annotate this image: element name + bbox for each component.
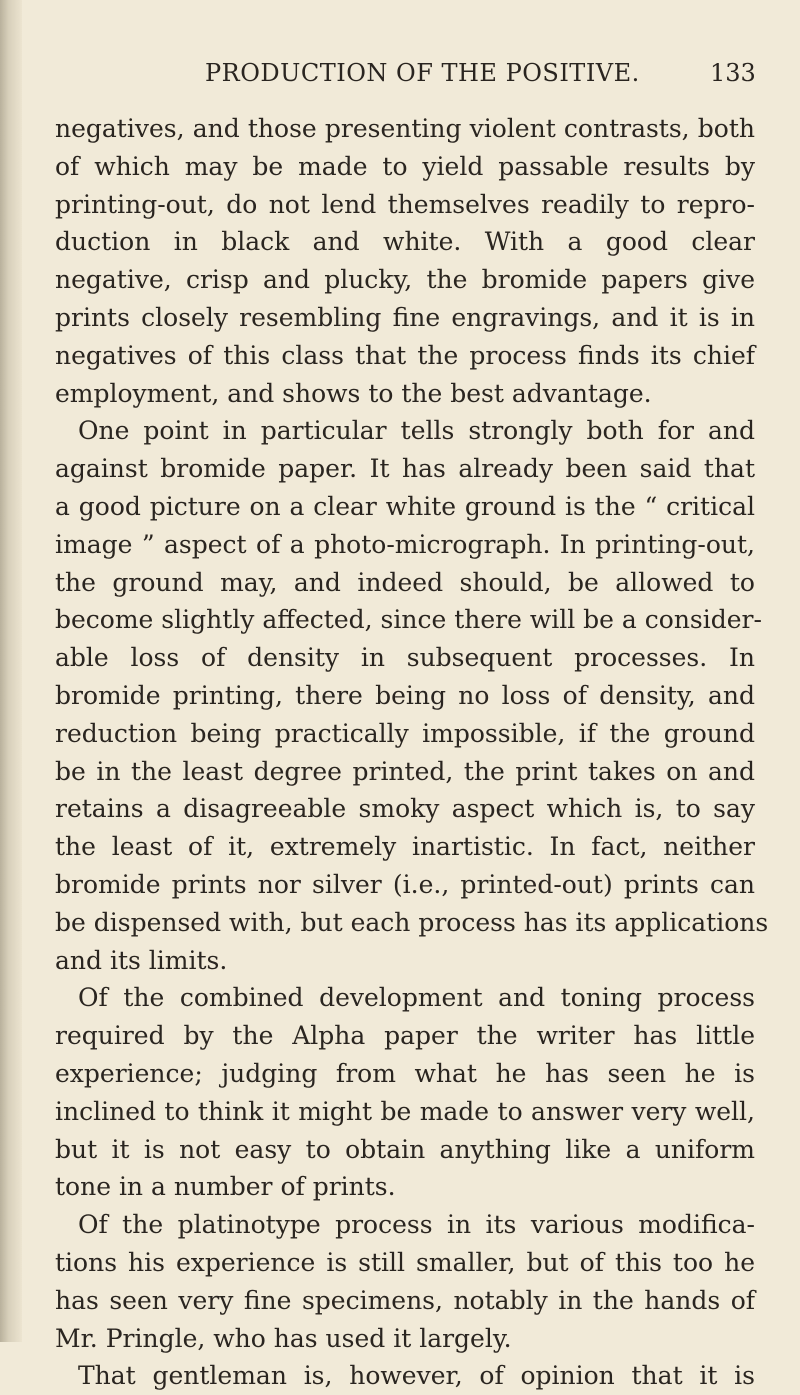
text-line: required by the Alpha paper the writer has little bbox=[55, 1021, 755, 1051]
text-line: the least of it, extremely inartistic. In fact, neither bbox=[55, 832, 755, 862]
text-line: retains a disagreeable smoky aspect which is, to say bbox=[55, 794, 755, 824]
text-line: has seen very fine specimens, notably in the hands of bbox=[55, 1285, 755, 1315]
text-line: a good picture on a clear white ground is the “ critical bbox=[55, 491, 755, 521]
text-line: Mr. Pringle, who has used it largely. bbox=[55, 1323, 512, 1353]
text-line: Of the platinotype process in its various modifica- bbox=[78, 1210, 755, 1240]
text-line: tone in a number of prints. bbox=[55, 1172, 396, 1202]
text-line: bromide prints nor silver (i.e., printed-out) prints can bbox=[55, 869, 755, 899]
text-line: printing-out, do not lend themselves readily to repro- bbox=[55, 189, 755, 219]
text-line: Of the combined development and toning process bbox=[78, 983, 755, 1013]
body-text bbox=[55, 110, 769, 1395]
text-line: of which may be made to yield passable results by bbox=[55, 151, 755, 181]
running-head bbox=[0, 59, 800, 99]
text-line: and its limits. bbox=[55, 945, 228, 975]
text-line: be dispensed with, but each process has its applications bbox=[55, 907, 769, 937]
text-line: That gentleman is, however, of opinion that it is bbox=[78, 1361, 755, 1391]
text-line: inclined to think it might be made to answer very well, bbox=[55, 1096, 755, 1126]
text-line: bromide printing, there being no loss of density, and bbox=[55, 680, 755, 710]
text-line: negatives of this class that the process finds its chief bbox=[55, 340, 755, 370]
text-line: negative, crisp and plucky, the bromide papers give bbox=[55, 265, 755, 295]
text-line: reduction being practically impossible, if the ground bbox=[55, 718, 755, 748]
text-line: One point in particular tells strongly both for and bbox=[78, 416, 755, 446]
text-line: employment, and shows to the best advantage. bbox=[55, 378, 652, 408]
text-line: be in the least degree printed, the print takes on and bbox=[55, 756, 755, 786]
text-line: tions his experience is still smaller, but of this too he bbox=[55, 1247, 755, 1277]
text-line: prints closely resembling fine engravings, and it is in bbox=[55, 302, 755, 332]
text-line: negatives, and those presenting violent contrasts, both bbox=[55, 114, 755, 143]
text-line: able loss of density in subsequent processes. In bbox=[55, 643, 755, 673]
text-line: but it is not easy to obtain anything like a uniform bbox=[55, 1134, 755, 1164]
text-line: duction in black and white. With a good clear bbox=[55, 227, 755, 257]
page-number: 133 bbox=[710, 59, 756, 87]
text-line: become slightly affected, since there will be a consider- bbox=[55, 605, 762, 635]
text-line: image ” aspect of a photo-micrograph. In printing-out, bbox=[55, 529, 755, 559]
text-line: against bromide paper. It has already been said that bbox=[55, 454, 755, 484]
running-head-title: PRODUCTION OF THE POSITIVE. bbox=[205, 59, 640, 87]
text-line: the ground may, and indeed should, be allowed to bbox=[55, 567, 755, 597]
text-line: experience; judging from what he has seen he is bbox=[55, 1058, 755, 1088]
